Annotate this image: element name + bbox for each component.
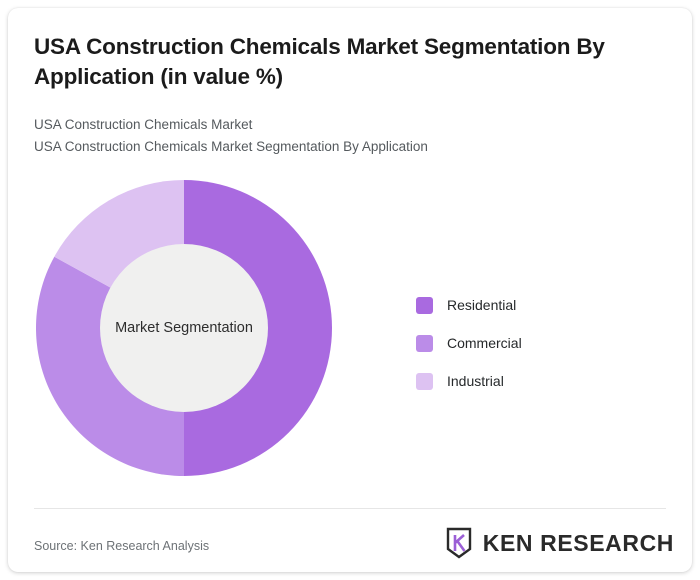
legend-item-residential[interactable] xyxy=(416,286,666,324)
chart-legend xyxy=(416,286,666,400)
legend-label: Residential xyxy=(447,297,517,313)
ken-research-logo-icon xyxy=(444,527,474,559)
brand-text: KEN RESEARCH xyxy=(482,529,674,556)
footer-divider xyxy=(34,508,666,509)
chart-subtitle xyxy=(34,114,654,158)
legend-label: Commercial xyxy=(447,335,522,351)
legend-swatch-icon xyxy=(416,373,433,390)
page-title: USA Construction Chemicals Market Segmentation By Application (in value %) xyxy=(34,34,605,89)
donut-center-label: Market Segmentation xyxy=(115,320,253,336)
chart-area xyxy=(8,168,692,498)
chart-card xyxy=(8,8,692,572)
brand-logo xyxy=(444,526,674,560)
legend-item-industrial[interactable] xyxy=(416,362,666,400)
subtitle-line-1: USA Construction Chemicals Market xyxy=(34,117,253,132)
legend-swatch-icon xyxy=(416,335,433,352)
legend-swatch-icon xyxy=(416,297,433,314)
donut-svg xyxy=(34,178,334,478)
donut-chart xyxy=(34,178,334,478)
source-note: Source: Ken Research Analysis xyxy=(34,539,210,553)
legend-label: Industrial xyxy=(447,373,504,389)
donut-hole xyxy=(100,244,268,412)
legend-item-commercial[interactable] xyxy=(416,324,666,362)
subtitle-line-2: USA Construction Chemicals Market Segmentation By Application xyxy=(34,139,428,154)
